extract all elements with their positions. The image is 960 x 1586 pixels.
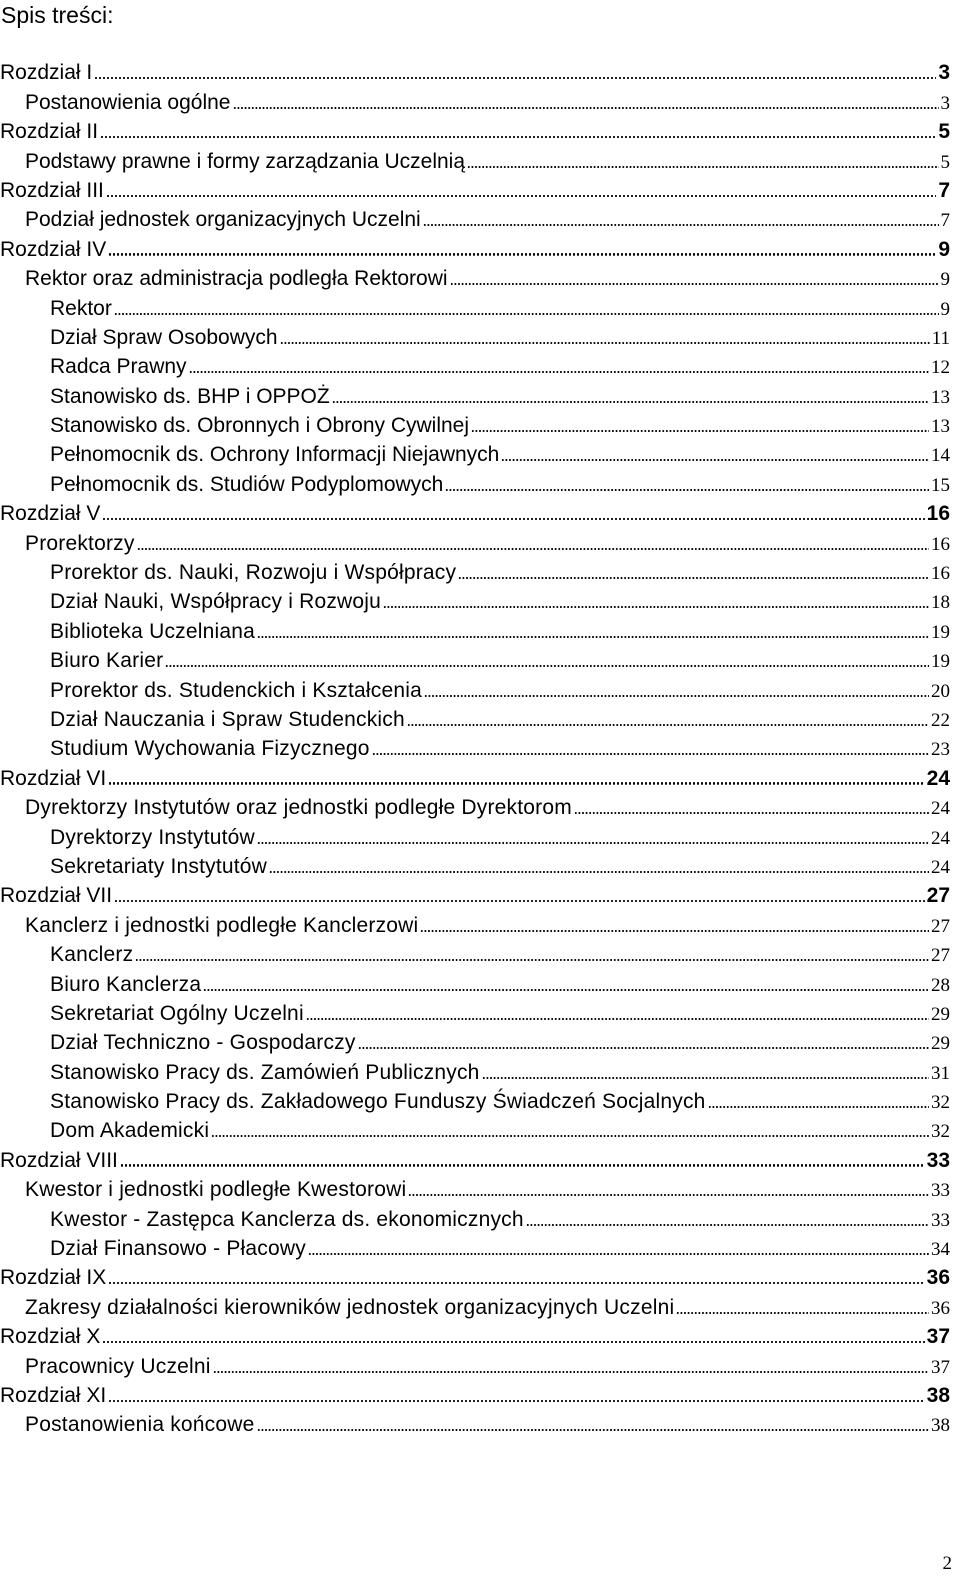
toc-entry-label: Stanowisko Pracy ds. Zamówień Publicznych — [50, 1060, 480, 1084]
toc-entry-label: Sekretariaty Instytutów — [50, 854, 268, 878]
toc-entry-label: Stanowisko Pracy ds. Zakładowego Funduszy Świadczeń Socjalnych — [50, 1090, 706, 1114]
toc-entry-page-number: 13 — [931, 386, 950, 408]
toc-entry-label: Pełnomocnik ds. Studiów Podyplomowych — [50, 472, 444, 496]
toc-entry-label: Kwestor - Zastępca Kanclerza ds. ekonomicznych — [50, 1207, 524, 1231]
toc-dot-leader — [108, 253, 936, 255]
toc-dot-leader — [120, 1164, 925, 1166]
toc-section-entry[interactable] — [0, 1053, 950, 1082]
toc-dot-leader — [102, 518, 924, 520]
toc-entry-page-number: 14 — [931, 445, 950, 467]
toc-entry-label: Radca Prawny — [50, 355, 187, 379]
toc-entry-page-number: 7 — [940, 210, 950, 232]
toc-section-entry[interactable] — [0, 289, 950, 318]
toc-entry-page-number: 16 — [931, 563, 950, 585]
toc-entry-label: Prorektor ds. Studenckich i Kształcenia — [50, 678, 422, 702]
toc-dot-leader — [108, 1282, 924, 1284]
toc-dot-leader — [257, 842, 929, 844]
toc-chapter-entry[interactable] — [0, 1377, 950, 1406]
toc-section-entry[interactable] — [0, 936, 950, 965]
toc-entry-page-number: 18 — [931, 592, 950, 614]
toc-entry-page-number: 24 — [926, 766, 950, 790]
toc-section-entry[interactable] — [0, 1406, 950, 1435]
toc-entry-page-number: 15 — [931, 474, 950, 496]
toc-section-entry[interactable] — [0, 554, 950, 583]
toc-entry-label: Studium Wychowania Fizycznego — [50, 737, 370, 761]
toc-section-entry[interactable] — [0, 83, 950, 112]
toc-section-entry[interactable] — [0, 671, 950, 700]
toc-section-entry[interactable] — [0, 348, 950, 377]
toc-section-entry[interactable] — [0, 1083, 950, 1112]
toc-entry-page-number: 38 — [931, 1415, 950, 1437]
toc-entry-page-number: 29 — [931, 1003, 950, 1025]
toc-dot-leader — [135, 959, 929, 961]
toc-entry-label: Dział Finansowo - Płacowy — [50, 1237, 306, 1261]
toc-dot-leader — [383, 606, 929, 608]
toc-dot-leader — [408, 1194, 929, 1196]
toc-entry-label: Rozdział X — [0, 1325, 101, 1349]
toc-entry-page-number: 7 — [938, 178, 950, 202]
toc-entry-page-number: 12 — [931, 357, 950, 379]
toc-entry-label: Dział Nauczania i Spraw Studenckich — [50, 707, 405, 731]
toc-dot-leader — [471, 430, 929, 432]
toc-section-entry[interactable] — [0, 377, 950, 406]
toc-entry-page-number: 24 — [931, 798, 950, 820]
toc-entry-label: Postanowienia końcowe — [25, 1413, 255, 1437]
toc-entry-page-number: 3 — [940, 92, 950, 114]
toc-dot-leader — [526, 1224, 929, 1226]
toc-section-entry[interactable] — [0, 524, 950, 553]
toc-section-entry[interactable] — [0, 436, 950, 465]
toc-entry-label: Biuro Kanclerza — [50, 972, 202, 996]
toc-entry-label: Rektor — [50, 296, 112, 320]
toc-section-entry[interactable] — [0, 1347, 950, 1376]
toc-section-entry[interactable] — [0, 142, 950, 171]
toc-section-entry[interactable] — [0, 730, 950, 759]
toc-section-entry[interactable] — [0, 818, 950, 847]
toc-entry-page-number: 33 — [931, 1209, 950, 1231]
toc-dot-leader — [450, 283, 939, 285]
toc-dot-leader — [407, 724, 929, 726]
toc-entry-page-number: 9 — [940, 298, 950, 320]
toc-dot-leader — [423, 224, 939, 226]
toc-dot-leader — [482, 1077, 929, 1079]
toc-entry-page-number: 27 — [931, 915, 950, 937]
toc-section-entry[interactable] — [0, 1230, 950, 1259]
toc-entry-page-number: 19 — [931, 621, 950, 643]
toc-entry-label: Kanclerz — [50, 943, 134, 967]
toc-entry-label: Rozdział V — [0, 502, 101, 526]
toc-section-entry[interactable] — [0, 701, 950, 730]
toc-dot-leader — [372, 753, 929, 755]
toc-entry-page-number: 16 — [926, 502, 950, 526]
toc-chapter-entry[interactable] — [0, 495, 950, 524]
toc-chapter-entry[interactable] — [0, 113, 950, 142]
toc-dot-leader — [306, 1018, 929, 1020]
toc-entry-page-number: 24 — [931, 827, 950, 849]
toc-section-entry[interactable] — [0, 201, 950, 230]
toc-entry-page-number: 19 — [931, 651, 950, 673]
toc-entry-page-number: 28 — [931, 974, 950, 996]
toc-heading: Spis treści: — [1, 2, 114, 28]
toc-dot-leader — [213, 1371, 929, 1373]
toc-entry-label: Dom Akademicki — [50, 1119, 210, 1143]
toc-chapter-entry[interactable] — [0, 1141, 950, 1170]
toc-entry-label: Biblioteka Uczelniana — [50, 619, 255, 643]
toc-dot-leader — [203, 989, 929, 991]
toc-entry-label: Zakresy działalności kierowników jednostek organizacyjnych Uczelni — [25, 1295, 675, 1319]
toc-dot-leader — [114, 313, 939, 315]
toc-entry-page-number: 32 — [931, 1092, 950, 1114]
toc-chapter-entry[interactable] — [0, 172, 950, 201]
toc-entry-label: Podstawy prawne i formy zarządzania Uczelnią — [25, 149, 466, 173]
toc-chapter-entry[interactable] — [0, 1318, 950, 1347]
toc-entry-label: Pracownicy Uczelni — [25, 1354, 211, 1378]
toc-entry-label: Prorektorzy — [25, 531, 135, 555]
toc-dot-leader — [501, 459, 929, 461]
toc-dot-leader — [269, 871, 929, 873]
toc-entry-label: Dział Nauki, Współpracy i Rozwoju — [50, 590, 382, 614]
toc-dot-leader — [257, 1429, 929, 1431]
toc-dot-leader — [165, 665, 929, 667]
toc-dot-leader — [94, 77, 936, 79]
toc-dot-leader — [574, 812, 929, 814]
toc-section-entry[interactable] — [0, 612, 950, 641]
toc-dot-leader — [445, 489, 929, 491]
toc-entry-page-number: 36 — [931, 1297, 950, 1319]
toc-entry-label: Rozdział III — [0, 178, 104, 202]
toc-entry-label: Kwestor i jednostki podległe Kwestorowi — [25, 1178, 407, 1202]
toc-entry-page-number: 31 — [931, 1062, 950, 1084]
toc-list — [0, 54, 950, 1435]
toc-entry-page-number: 23 — [931, 739, 950, 761]
toc-section-entry[interactable] — [0, 995, 950, 1024]
toc-entry-page-number: 3 — [938, 61, 950, 85]
toc-entry-label: Rozdział VI — [0, 766, 107, 790]
toc-section-entry[interactable] — [0, 642, 950, 671]
toc-entry-label: Prorektor ds. Nauki, Rozwoju i Współpracy — [50, 561, 457, 585]
toc-entry-page-number: 9 — [938, 237, 950, 261]
toc-section-entry[interactable] — [0, 465, 950, 494]
toc-dot-leader — [189, 371, 929, 373]
toc-entry-label: Rozdział II — [0, 120, 99, 144]
toc-entry-page-number: 22 — [931, 709, 950, 731]
toc-entry-label: Dział Spraw Osobowych — [50, 325, 278, 349]
toc-dot-leader — [332, 401, 929, 403]
toc-dot-leader — [102, 1341, 924, 1343]
toc-entry-label: Sekretariat Ogólny Uczelni — [50, 1001, 304, 1025]
toc-section-entry[interactable] — [0, 1171, 950, 1200]
toc-entry-label: Stanowisko ds. Obronnych i Obrony Cywilnej — [50, 414, 470, 438]
toc-entry-page-number: 5 — [940, 151, 950, 173]
toc-entry-page-number: 32 — [931, 1121, 950, 1143]
toc-entry-label: Stanowisko ds. BHP i OPPOŻ — [50, 384, 330, 408]
toc-entry-label: Rozdział IX — [0, 1266, 107, 1290]
toc-section-entry[interactable] — [0, 319, 950, 348]
toc-chapter-entry[interactable] — [0, 759, 950, 788]
toc-entry-label: Dyrektorzy Instytutów — [50, 825, 255, 849]
toc-dot-leader — [233, 107, 939, 109]
toc-entry-page-number: 27 — [931, 945, 950, 967]
toc-entry-page-number: 36 — [926, 1266, 950, 1290]
toc-entry-page-number: 33 — [926, 1148, 950, 1172]
toc-entry-page-number: 33 — [931, 1180, 950, 1202]
toc-dot-leader — [676, 1312, 929, 1314]
toc-entry-page-number: 11 — [931, 327, 950, 349]
toc-entry-page-number: 13 — [931, 416, 950, 438]
toc-dot-leader — [257, 636, 929, 638]
toc-entry-label: Postanowienia ogólne — [25, 90, 231, 114]
toc-section-entry[interactable] — [0, 965, 950, 994]
toc-section-entry[interactable] — [0, 407, 950, 436]
toc-entry-label: Rozdział VII — [0, 884, 113, 908]
toc-dot-leader — [708, 1106, 929, 1108]
toc-section-entry[interactable] — [0, 789, 950, 818]
toc-dot-leader — [108, 782, 924, 784]
toc-entry-page-number: 37 — [926, 1325, 950, 1349]
toc-section-entry[interactable] — [0, 1112, 950, 1141]
toc-entry-label: Dyrektorzy Instytutów oraz jednostki podległe Dyrektorom — [25, 796, 572, 820]
toc-section-entry[interactable] — [0, 1024, 950, 1053]
toc-section-entry[interactable] — [0, 1200, 950, 1229]
toc-dot-leader — [114, 900, 925, 902]
toc-chapter-entry[interactable] — [0, 877, 950, 906]
toc-entry-page-number: 5 — [938, 120, 950, 144]
toc-entry-page-number: 34 — [931, 1239, 950, 1261]
toc-section-entry[interactable] — [0, 848, 950, 877]
toc-dot-leader — [424, 695, 929, 697]
toc-entry-page-number: 27 — [926, 884, 950, 908]
toc-entry-page-number: 20 — [931, 680, 950, 702]
toc-entry-label: Podział jednostek organizacyjnych Uczelni — [25, 208, 421, 232]
toc-section-entry[interactable] — [0, 260, 950, 289]
toc-entry-label: Kanclerz i jednostki podległe Kanclerzowi — [25, 913, 419, 937]
toc-dot-leader — [467, 166, 938, 168]
toc-dot-leader — [108, 1400, 924, 1402]
toc-dot-leader — [458, 577, 929, 579]
toc-dot-leader — [280, 342, 930, 344]
toc-section-entry[interactable] — [0, 1288, 950, 1317]
toc-section-entry[interactable] — [0, 906, 950, 935]
toc-dot-leader — [358, 1047, 929, 1049]
toc-entry-page-number: 16 — [931, 533, 950, 555]
toc-chapter-entry[interactable] — [0, 230, 950, 259]
toc-dot-leader — [420, 930, 929, 932]
toc-entry-label: Biuro Karier — [50, 649, 164, 673]
toc-entry-label: Dział Techniczno - Gospodarczy — [50, 1031, 356, 1055]
toc-dot-leader — [100, 136, 936, 138]
toc-entry-page-number: 37 — [931, 1356, 950, 1378]
toc-entry-label: Pełnomocnik ds. Ochrony Informacji Niejawnych — [50, 443, 500, 467]
toc-dot-leader — [106, 195, 936, 197]
page-number: 2 — [942, 1553, 952, 1574]
toc-dot-leader — [308, 1253, 929, 1255]
toc-dot-leader — [211, 1135, 929, 1137]
toc-chapter-entry[interactable] — [0, 54, 950, 83]
toc-entry-label: Rozdział IV — [0, 237, 107, 261]
toc-entry-page-number: 24 — [931, 856, 950, 878]
toc-entry-page-number: 29 — [931, 1033, 950, 1055]
toc-entry-page-number: 38 — [926, 1383, 950, 1407]
toc-entry-label: Rektor oraz administracja podległa Rektorowi — [25, 267, 448, 291]
toc-dot-leader — [137, 548, 929, 550]
toc-entry-label: Rozdział I — [0, 61, 93, 85]
toc-entry-label: Rozdział VIII — [0, 1148, 118, 1172]
toc-section-entry[interactable] — [0, 583, 950, 612]
toc-entry-page-number: 9 — [940, 269, 950, 291]
toc-entry-label: Rozdział XI — [0, 1383, 107, 1407]
toc-chapter-entry[interactable] — [0, 1259, 950, 1288]
